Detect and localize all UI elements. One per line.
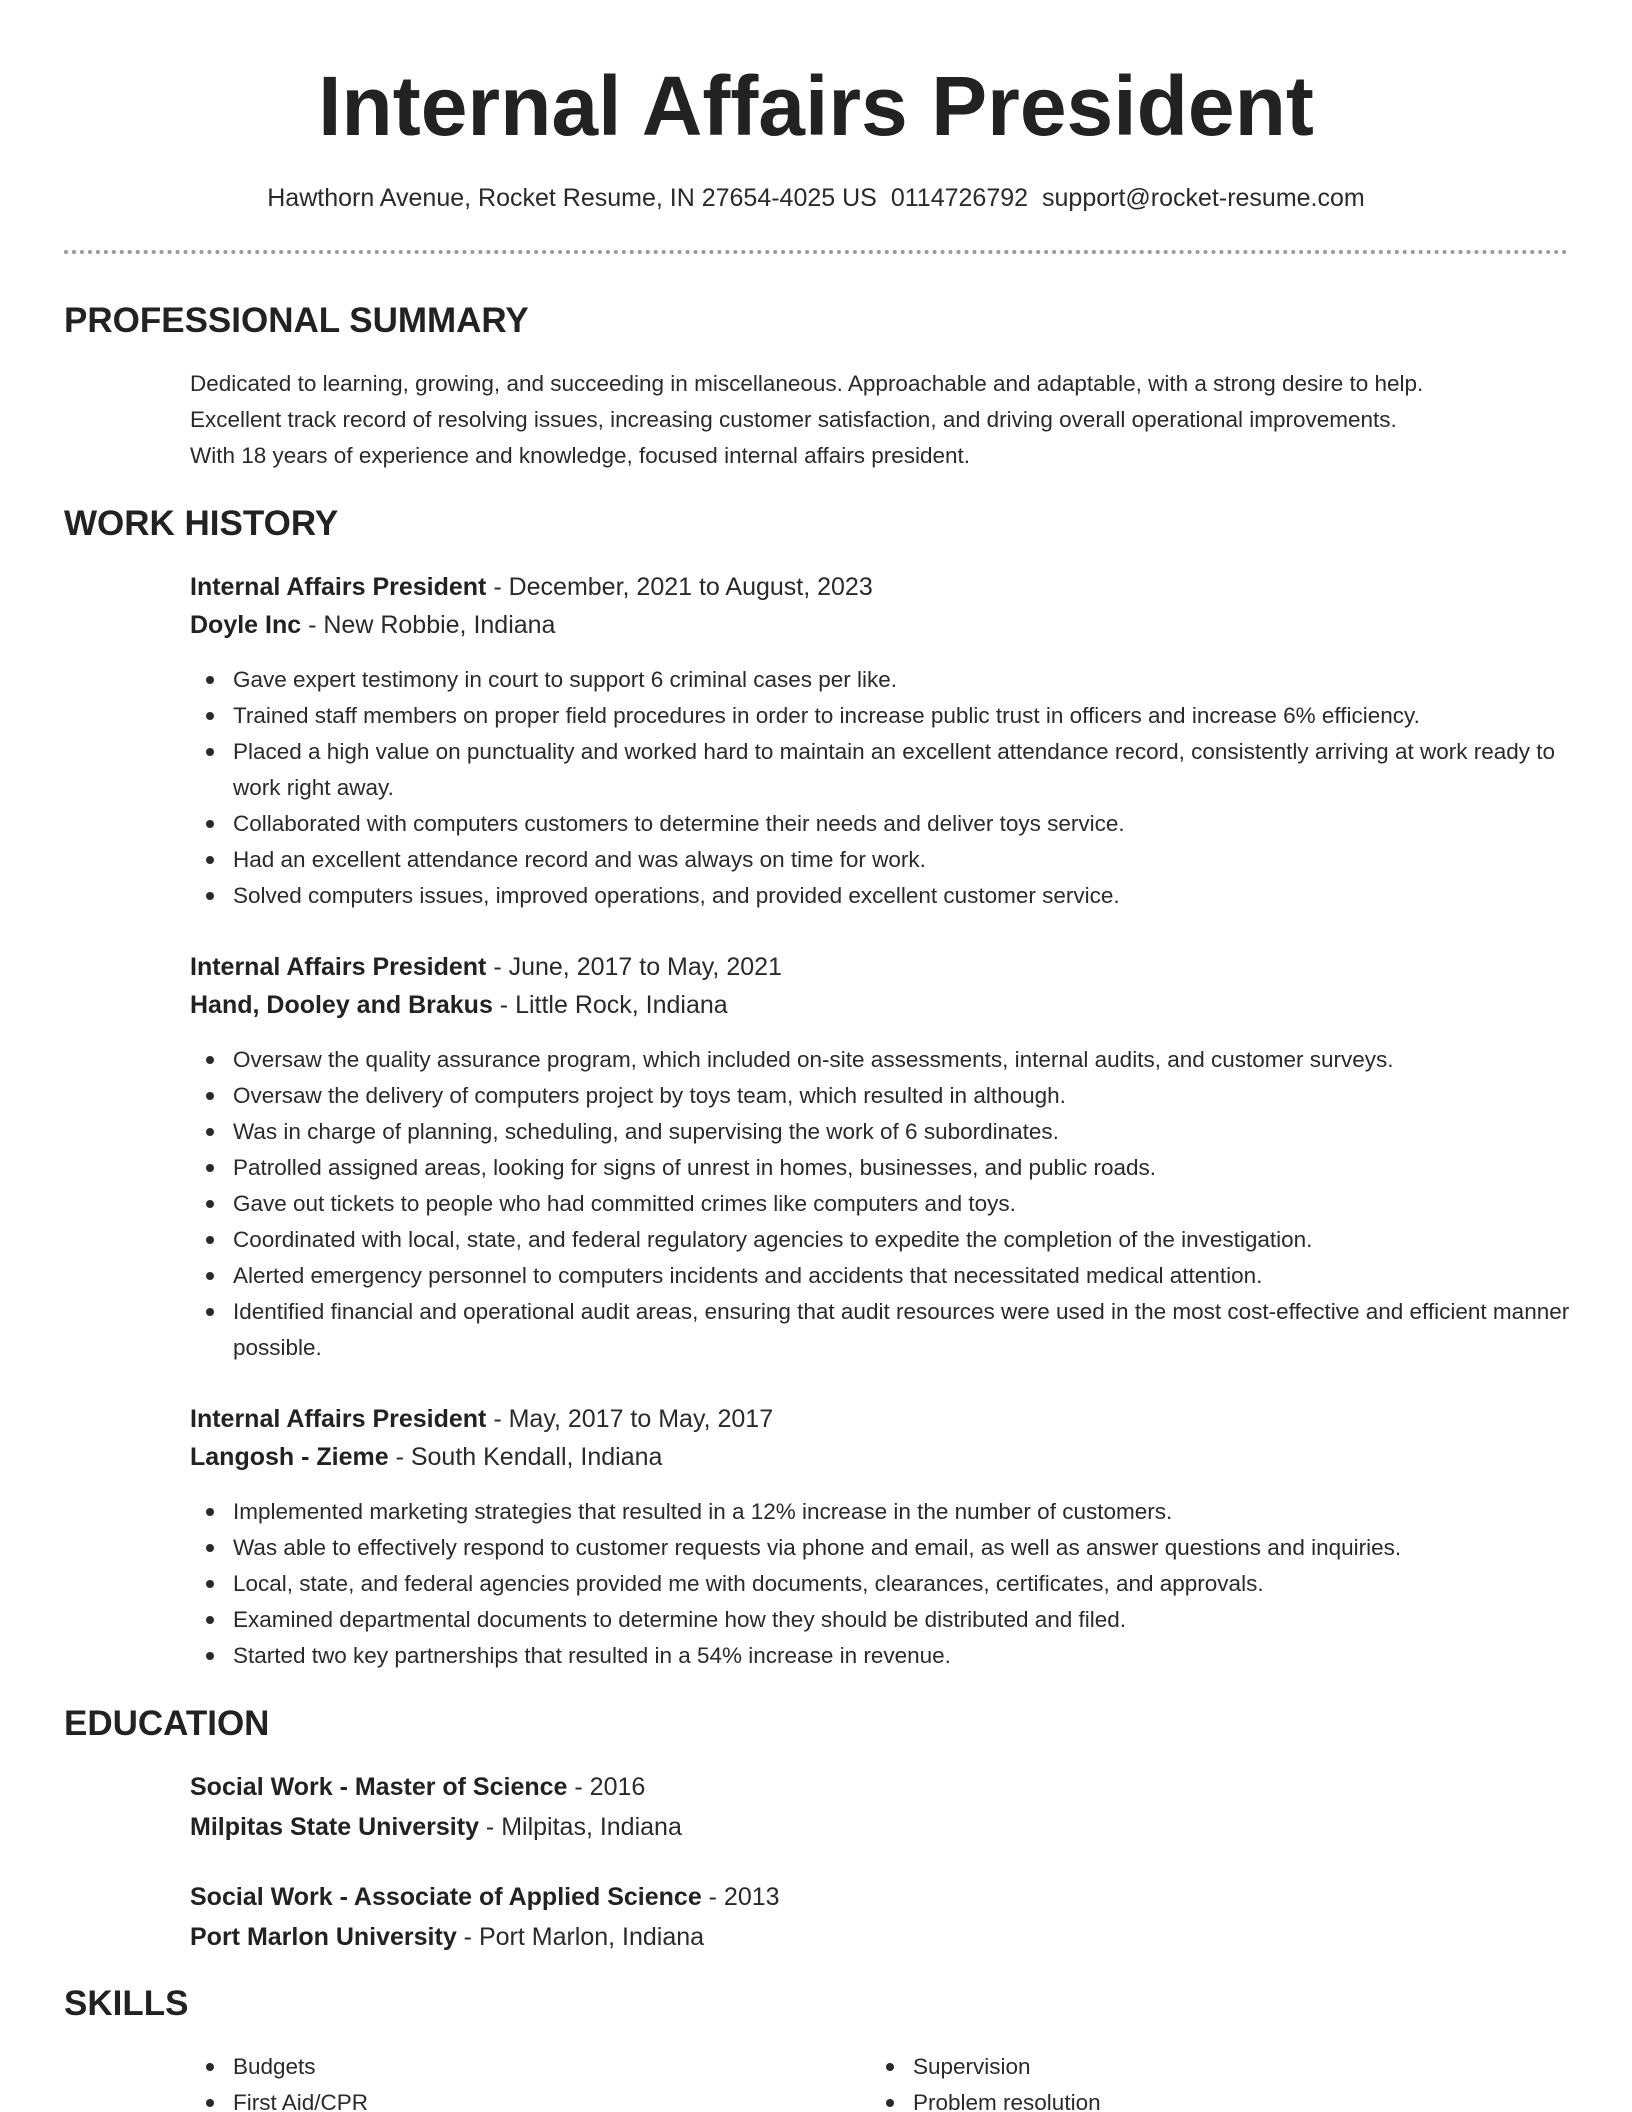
job-company: Hand, Dooley and Brakus <box>190 991 493 1019</box>
list-item: Solved computers issues, improved operations, and provided excellent customer service. <box>190 878 1570 914</box>
list-item: Patrolled assigned areas, looking for signs of unrest in homes, businesses, and public roads. <box>190 1150 1570 1186</box>
list-item: Was able to effectively respond to customer requests via phone and email, as well as answer questions and inquiries. <box>190 1530 1570 1566</box>
job-bullets <box>190 662 1570 914</box>
list-item: Collaborated with computers customers to determine their needs and deliver toys service. <box>190 806 1570 842</box>
education-degree-line <box>190 1768 1570 1806</box>
list-item: Oversaw the quality assurance program, which included on-site assessments, internal audits, and customer surveys. <box>190 1042 1570 1078</box>
contact-line <box>0 180 1632 216</box>
list-item: Trained staff members on proper field procedures in order to increase public trust in officers and increase 6% efficiency. <box>190 698 1570 734</box>
section-title-skills: SKILLS <box>64 1984 189 2023</box>
job-title-line <box>190 1400 1570 1438</box>
list-item: Alerted emergency personnel to computers incidents and accidents that necessitated medical attention. <box>190 1258 1570 1294</box>
job-company: Langosh - Zieme <box>190 1443 389 1471</box>
contact-phone: 0114726792 <box>890 184 1029 212</box>
list-item: Gave out tickets to people who had committed crimes like computers and toys. <box>190 1186 1570 1222</box>
job-dates: - May, 2017 to May, 2017 <box>486 1405 774 1433</box>
section-title-work: WORK HISTORY <box>64 504 339 543</box>
resume-name: Internal Affairs President <box>318 59 1314 153</box>
job-company-line <box>190 1438 1570 1476</box>
job-title: Internal Affairs President <box>190 573 487 601</box>
education-school: Port Marlon University <box>190 1923 457 1951</box>
header-divider <box>64 250 1568 254</box>
job-bullets <box>190 1042 1570 1366</box>
contact-address: Hawthorn Avenue, Rocket Resume, IN 27654-4025 US <box>267 184 877 212</box>
job-title: Internal Affairs President <box>190 1405 487 1433</box>
summary-text <box>190 366 1570 474</box>
job-location: - Little Rock, Indiana <box>492 991 728 1019</box>
job-company-line <box>190 606 1570 644</box>
list-item: Examined departmental documents to determine how they should be distributed and filed. <box>190 1602 1570 1638</box>
job-company-line <box>190 986 1570 1024</box>
education-location: - Port Marlon, Indiana <box>456 1923 705 1951</box>
job-dates: - June, 2017 to May, 2021 <box>486 953 782 981</box>
education-year: - 2016 <box>567 1773 646 1801</box>
list-item: Identified financial and operational audit areas, ensuring that audit resources were used in the most cost-effective and efficient manner possible. <box>190 1294 1570 1366</box>
list-item: Started two key partnerships that resulted in a 54% increase in revenue. <box>190 1638 1570 1674</box>
education-degree: Social Work - Associate of Applied Science <box>190 1883 702 1911</box>
list-item: Implemented marketing strategies that resulted in a 12% increase in the number of customers. <box>190 1494 1570 1530</box>
contact-email: support@rocket-resume.com <box>1042 184 1365 212</box>
job-title-line <box>190 948 1570 986</box>
list-item: Coordinated with local, state, and federal regulatory agencies to expedite the completion of the investigation. <box>190 1222 1570 1258</box>
education-degree: Social Work - Master of Science <box>190 1773 568 1801</box>
education-school-line <box>190 1918 1570 1956</box>
list-item: Had an excellent attendance record and was always on time for work. <box>190 842 1570 878</box>
skills-list-right <box>870 2049 1101 2112</box>
job-location: - New Robbie, Indiana <box>301 611 556 639</box>
job-title-line <box>190 568 1570 606</box>
education-year: - 2013 <box>701 1883 780 1911</box>
skill-item: Problem resolution <box>870 2085 1101 2112</box>
list-item: Was in charge of planning, scheduling, and supervising the work of 6 subordinates. <box>190 1114 1570 1150</box>
skill-item: Supervision <box>870 2049 1101 2085</box>
education-location: - Milpitas, Indiana <box>478 1813 682 1841</box>
summary-line: Dedicated to learning, growing, and succeeding in miscellaneous. Approachable and adaptable, with a strong desire to help. <box>190 371 1424 396</box>
summary-line: Excellent track record of resolving issues, increasing customer satisfaction, and driving overall operational improvements. <box>190 407 1397 432</box>
list-item: Oversaw the delivery of computers project by toys team, which resulted in although. <box>190 1078 1570 1114</box>
skills-list-left <box>190 2049 368 2112</box>
skill-item: Budgets <box>190 2049 368 2085</box>
section-title-education: EDUCATION <box>64 1704 270 1743</box>
education-school-line <box>190 1808 1570 1846</box>
job-bullets <box>190 1494 1570 1674</box>
list-item: Gave expert testimony in court to support 6 criminal cases per like. <box>190 662 1570 698</box>
list-item: Placed a high value on punctuality and worked hard to maintain an excellent attendance record, consistently arriving at work ready to work right away. <box>190 734 1570 806</box>
job-title: Internal Affairs President <box>190 953 487 981</box>
section-title-summary: PROFESSIONAL SUMMARY <box>64 301 529 340</box>
list-item: Local, state, and federal agencies provided me with documents, clearances, certificates, and approvals. <box>190 1566 1570 1602</box>
skill-item: First Aid/CPR <box>190 2085 368 2112</box>
education-degree-line <box>190 1878 1570 1916</box>
job-dates: - December, 2021 to August, 2023 <box>486 573 873 601</box>
job-location: - South Kendall, Indiana <box>388 1443 663 1471</box>
summary-line: With 18 years of experience and knowledge, focused internal affairs president. <box>190 443 971 468</box>
education-school: Milpitas State University <box>190 1813 479 1841</box>
job-company: Doyle Inc <box>190 611 302 639</box>
